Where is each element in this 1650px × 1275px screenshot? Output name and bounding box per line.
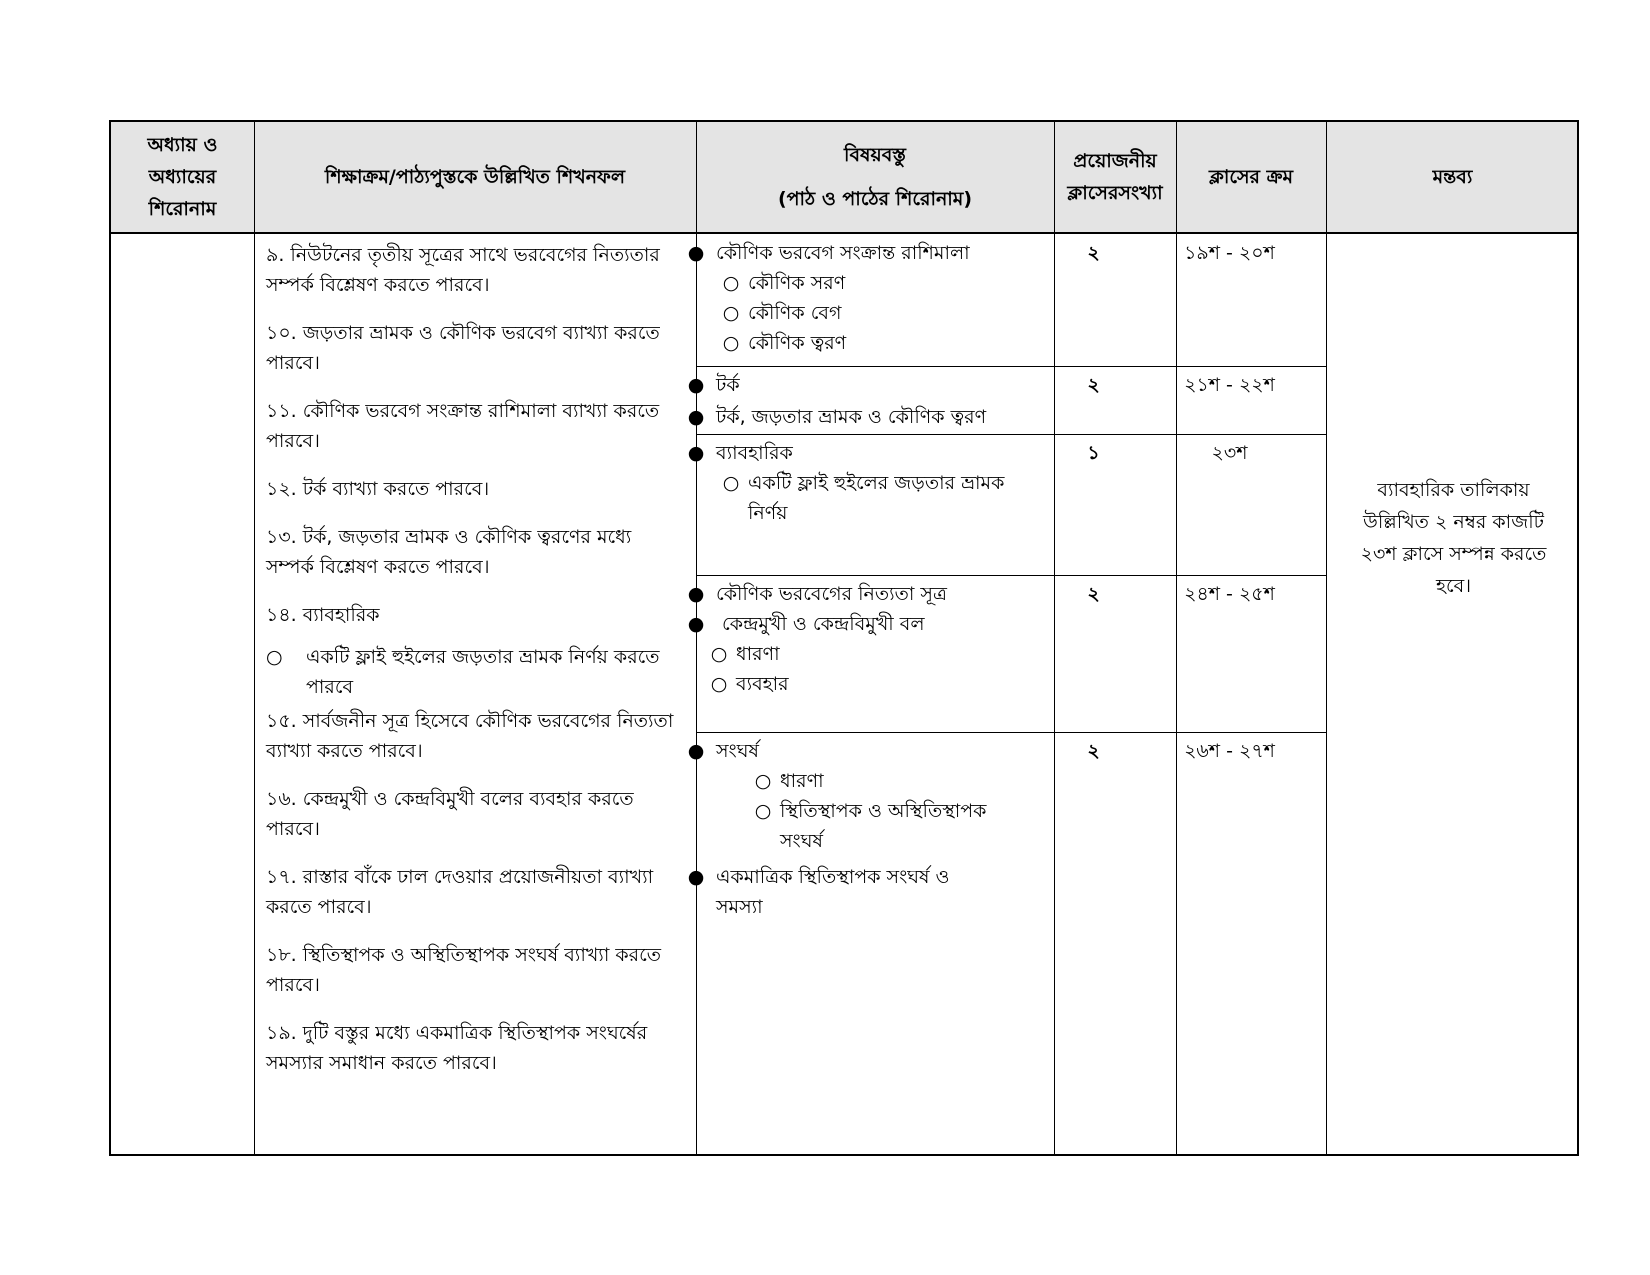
- outcome-item: ১৫. সার্বজনীন সূত্র হিসেবে কৌণিক ভরবেগের নিত্যতা ব্যাখ্যা করতে পারবে।: [266, 710, 674, 762]
- content-sub-bullet: ধারণা: [780, 770, 824, 792]
- class-count-row-4: ২: [1087, 583, 1100, 605]
- column-divider: [1326, 122, 1327, 1154]
- header-content-title: বিষয়বস্তু: [844, 144, 906, 166]
- outcome-item: ৯. নিউটনের তৃতীয় সূত্রের সাথে ভরবেগের নিত্যতার সম্পর্ক বিশ্লেষণ করতে পারবে।: [266, 244, 660, 296]
- outcomes-list: [266, 236, 676, 1096]
- lesson-plan-table: [109, 120, 1579, 1156]
- bullet-icon: ●: [687, 613, 705, 635]
- row-divider: [696, 732, 1326, 733]
- content-sub-bullet: ধারণা: [736, 643, 780, 665]
- outcome-item: ১৯. দুটি বস্তুর মধ্যে একমাত্রিক স্থিতিস্থাপক সংঘর্ষের সমস্যার সমাধান করতে পারবে।: [266, 1022, 648, 1074]
- header-classes-needed-line: প্রয়োজনীয়: [1073, 150, 1157, 172]
- content-bullet: কৌণিক ভরবেগের নিত্যতা সূত্র: [716, 583, 947, 605]
- outcome-item: ১৮. স্থিতিস্থাপক ও অস্থিতিস্থাপক সংঘর্ষ ব্যাখ্যা করতে পারবে।: [266, 944, 661, 996]
- bullet-icon: ●: [687, 442, 705, 464]
- header-remarks-label: মন্তব্য: [1432, 166, 1473, 188]
- bullet-icon: ●: [687, 583, 705, 605]
- content-sub-bullet: একটি ফ্লাই হুইলের জড়তার ভ্রামক নির্ণয়: [748, 472, 1005, 524]
- class-count-row-1: ২: [1087, 242, 1100, 264]
- column-divider: [1054, 122, 1055, 1154]
- content-bullet: সংঘর্ষ: [716, 740, 759, 762]
- header-class-order: [1176, 122, 1326, 232]
- class-count-row-5: ২: [1087, 740, 1100, 762]
- content-cell-row-3: [676, 438, 1032, 528]
- circle-bullet-icon: ○: [754, 770, 772, 792]
- header-chapter-line: অধ্যায় ও: [147, 134, 218, 156]
- circle-bullet-icon: ○: [722, 272, 740, 294]
- content-sub-bullet: কৌণিক বেগ: [748, 302, 842, 324]
- circle-bullet-icon: ○: [722, 302, 740, 324]
- bullet-icon: ●: [687, 406, 705, 428]
- class-order-row-4: ২৪শ - ২৫শ: [1184, 583, 1275, 605]
- header-classes-needed-line: ক্লাসেরসংখ্যা: [1067, 182, 1163, 204]
- outcome-item: ১৭. রাস্তার বাঁকে ঢাল দেওয়ার প্রয়োজনীয়তা ব্যাখ্যা করতে পারবে।: [266, 866, 654, 918]
- header-remarks: [1326, 122, 1579, 232]
- row-divider: [696, 434, 1326, 435]
- bullet-icon: ●: [687, 740, 705, 762]
- content-bullet: ব্যাবহারিক: [716, 442, 793, 464]
- content-sub-bullet: ব্যবহার: [736, 673, 789, 695]
- outcome-item: ১৬. কেন্দ্রমুখী ও কেন্দ্রবিমুখী বলের ব্যবহার করতে পারবে।: [266, 788, 634, 840]
- content-sub-bullet: স্থিতিস্থাপক ও অস্থিতিস্থাপক সংঘর্ষ: [780, 800, 987, 852]
- header-class-order-label: ক্লাসের ক্রম: [1208, 166, 1294, 188]
- content-cell-row-2: [676, 370, 1032, 432]
- bullet-icon: ●: [687, 866, 705, 888]
- class-count-row-3: ১: [1087, 442, 1100, 464]
- header-outcomes-label: শিক্ষাক্রম/পাঠ্যপুস্তকে উল্লিখিত শিখনফল: [324, 166, 626, 188]
- header-content: [696, 122, 1054, 232]
- circle-bullet-icon: ○: [722, 332, 740, 354]
- circle-bullet-icon: ○: [710, 643, 728, 665]
- circle-bullet-icon: ○: [754, 800, 772, 822]
- outcome-item: ১১. কৌণিক ভরবেগ সংক্রান্ত রাশিমালা ব্যাখ্যা করতে পারবে।: [266, 400, 660, 452]
- outcome-item: ১৪. ব্যাবহারিক: [266, 604, 380, 626]
- header-chapter: [111, 122, 254, 232]
- class-order-row-5: ২৬শ - ২৭শ: [1184, 740, 1275, 762]
- class-count-row-2: ২: [1087, 374, 1100, 396]
- circle-bullet-icon: ○: [710, 673, 728, 695]
- bullet-icon: ●: [687, 242, 705, 264]
- content-cell-row-5: [676, 736, 1032, 922]
- class-order-row-3: ২৩শ: [1211, 442, 1248, 464]
- class-order-row-2: ২১শ - ২২শ: [1184, 374, 1275, 396]
- outcome-sub-item: [266, 642, 676, 702]
- bullet-icon: ●: [687, 374, 705, 396]
- outcome-item: ১২. টর্ক ব্যাখ্যা করতে পারবে।: [266, 478, 490, 500]
- header-chapter-line: শিরোনাম: [148, 198, 217, 220]
- circle-bullet-icon: ○: [266, 646, 283, 668]
- header-classes-needed: [1054, 122, 1176, 232]
- content-bullet: টর্ক, জড়তার ভ্রামক ও কৌণিক ত্বরণ: [716, 406, 987, 428]
- content-cell-row-4: [676, 579, 1032, 699]
- content-sub-bullet: কৌণিক সরণ: [748, 272, 846, 294]
- content-bullet: টর্ক: [716, 374, 740, 396]
- remark-note: ব্যাবহারিক তালিকায় উল্লিখিত ২ নম্বর কাজটি ২৩শ ক্লাসে সম্পন্ন করতে হবে।: [1360, 479, 1547, 597]
- row-divider: [696, 366, 1326, 367]
- row-divider: [696, 575, 1326, 576]
- column-divider: [254, 122, 255, 1154]
- content-sub-bullet: কৌণিক ত্বরণ: [748, 332, 847, 354]
- outcome-item: ১০. জড়তার ভ্রামক ও কৌণিক ভরবেগ ব্যাখ্যা করতে পারবে।: [266, 322, 660, 374]
- class-order-row-1: ১৯শ - ২০শ: [1184, 242, 1275, 264]
- circle-bullet-icon: ○: [722, 472, 740, 494]
- content-cell-row-1: [676, 238, 1032, 358]
- column-divider: [1176, 122, 1177, 1154]
- header-content-subtitle: (পাঠ ও পাঠের শিরোনাম): [777, 188, 973, 210]
- outcome-sub-text: একটি ফ্লাই হুইলের জড়তার ভ্রামক নির্ণয় করতে পারবে: [306, 646, 660, 698]
- content-bullet: কেন্দ্রমুখী ও কেন্দ্রবিমুখী বল: [722, 613, 925, 635]
- outcome-item: ১৩. টর্ক, জড়তার ভ্রামক ও কৌণিক ত্বরণের মধ্যে সম্পর্ক বিশ্লেষণ করতে পারবে।: [266, 526, 632, 578]
- content-bullet: একমাত্রিক স্থিতিস্থাপক সংঘর্ষ ও সমস্যা: [716, 866, 950, 918]
- header-outcomes: [254, 122, 696, 232]
- content-bullet: কৌণিক ভরবেগ সংক্রান্ত রাশিমালা: [716, 242, 970, 264]
- header-chapter-line: অধ্যায়ের: [148, 166, 217, 188]
